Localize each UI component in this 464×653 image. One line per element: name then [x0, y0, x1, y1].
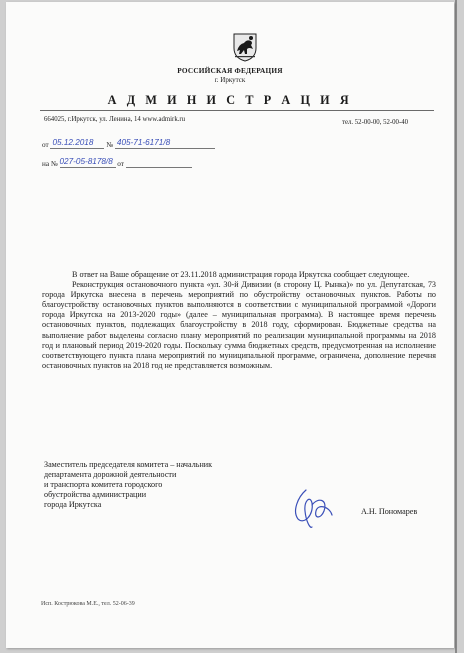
incoming-date-field — [126, 159, 192, 168]
phone-line: тел. 52-00-00, 52-00-40 — [342, 119, 409, 126]
incoming-reference — [42, 159, 192, 168]
number-field — [115, 140, 215, 149]
org-line-1: РОССИЙСКАЯ ФЕДЕРАЦИЯ — [177, 66, 283, 75]
document-title: А Д М И Н И С Т Р А Ц И Я — [107, 93, 353, 107]
body-paragraph-1: В ответ на Ваше обращение от 23.11.2018 администрация города Иркутска сообщает следующее. — [72, 270, 410, 279]
executor-line: Исп. Кострюкова М.Е., тел. 52-06-39 — [41, 601, 135, 607]
number-prefix: № — [106, 141, 114, 149]
position-line-4: обустройства администрации — [44, 490, 147, 500]
coat-of-arms-icon — [232, 32, 258, 62]
body-paragraph-2: Реконструкция остановочного пункта «ул. 30-й Дивизии (в сторону Ц. Рынка)» по ул. Депутатская, 73 города Иркутска внесена в перечень мероприятий по обустройству остановочных пунктов. Работы по благоустройству остановочных пунктов выполняются в соответствии с муниципальной программой «Дороги города Иркутска на 2013-2020 годы» (далее – муниципальная программа). В настоящее время перечень остановочных пунктов, подлежащих благоустройству в 2018 году, сформирован. Бюджетные средства на выполнение работ выделены согласно плану мероприятий по реализации муниципальной программы на 2018 год и плановый период 2019-2020 годы. Поскольку сумма бюджетных средств, предусмотренная на исполнение соответствующего пункта плана мероприятий по муниципальной программе, ограничена, дополнение перечня остановочных пунктов на 2018 год не представляется возможным. — [42, 280, 436, 370]
incoming-number-value: 027-05-8178/8 — [59, 157, 113, 166]
position-line-1: Заместитель председателя комитета – начальник — [44, 460, 213, 469]
incoming-date-prefix: от — [117, 160, 124, 168]
incoming-number-field — [60, 159, 116, 168]
date-prefix: от — [42, 141, 49, 149]
address-line: 664025, г.Иркутск, ул. Ленина, 14 www.admirk.ru — [44, 116, 186, 123]
date-field — [50, 140, 104, 149]
number-value: 405-71-6171/8 — [116, 138, 171, 147]
letter-page — [6, 2, 454, 648]
date-value: 05.12.2018 — [52, 138, 94, 147]
position-line-2: департамента дорожной деятельности — [44, 470, 177, 480]
signatory-position — [44, 460, 212, 510]
position-line-3: и транспорта комитета городского — [44, 480, 163, 490]
page-edge — [455, 0, 457, 653]
signatory-name: А.Н. Пономарев — [361, 507, 418, 516]
position-line-5: города Иркутска — [44, 500, 102, 510]
header-divider — [40, 110, 434, 111]
signature-icon — [288, 485, 334, 531]
org-line-2: г. Иркутск — [214, 76, 246, 84]
outgoing-reference — [42, 140, 215, 149]
letter-body — [42, 270, 436, 371]
incoming-prefix: на № — [42, 160, 58, 168]
